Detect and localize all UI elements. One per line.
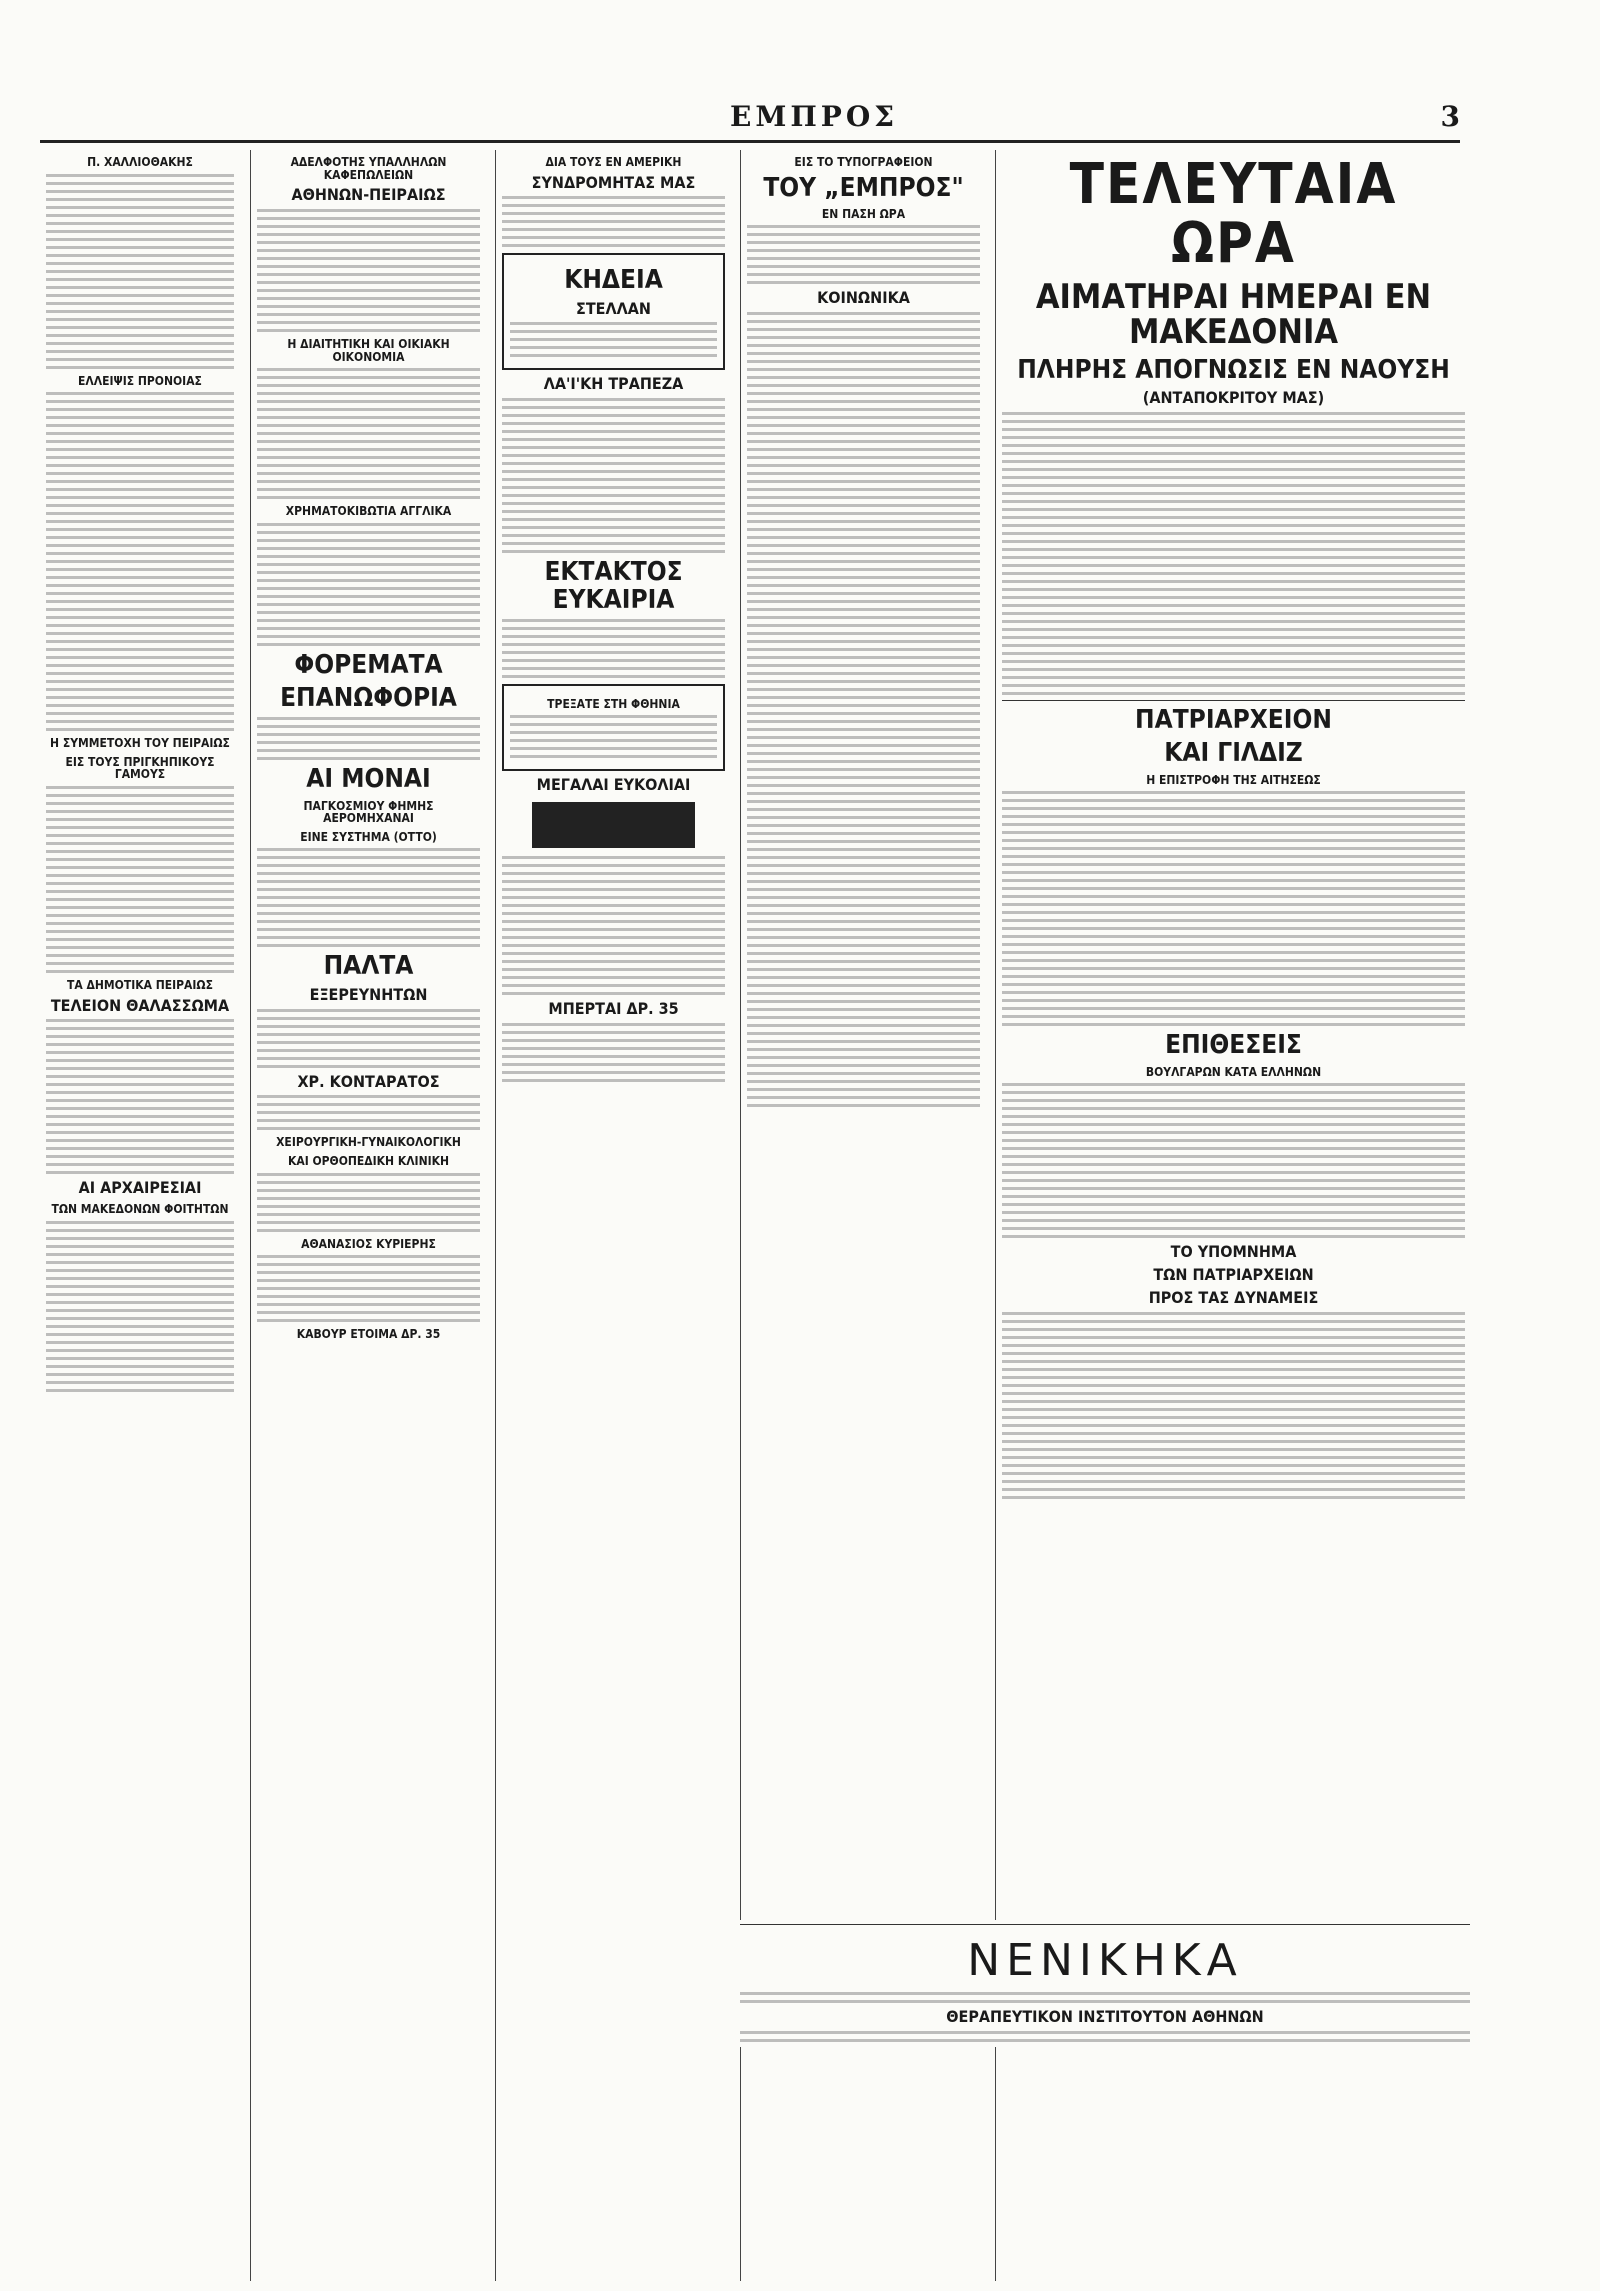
body-text [1002, 412, 1465, 695]
body-text [1002, 1083, 1465, 1238]
divider [1002, 700, 1465, 701]
section-subheading: ΤΩΝ ΠΑΤΡΙΑΡΧΕΙΩΝ [1153, 1264, 1314, 1284]
ad-text [257, 1255, 480, 1322]
masthead [40, 100, 1460, 143]
bottom-ad [740, 1920, 1470, 2047]
body-text [46, 786, 234, 973]
body-text [46, 1019, 234, 1174]
ad-heading: ΤΟΥ „ΕΜΠΡΟΣ" [763, 172, 964, 203]
ad-heading: ΕΠΑΝΩΦΟΡΙΑ [280, 683, 457, 714]
section-heading: ΑΔΕΛΦΟΤΗΣ ΥΠΑΛΛΗΛΩΝ ΚΑΦΕΠΩΛΕΙΩΝ [290, 155, 447, 182]
ad-heading: ΦΟΡΕΜΑΤΑ [294, 649, 443, 680]
ad-text [257, 848, 480, 947]
section-heading: ΕΛΛΕΙΨΙΣ ΠΡΟΝΟΙΑΣ [78, 373, 202, 388]
section-subheading: ΣΥΝΔΡΟΜΗΤΑΣ ΜΑΣ [531, 172, 696, 192]
ad-text [747, 225, 980, 284]
section-heading: Η ΔΙΑΙΤΗΤΙΚΗ ΚΑΙ ΟΙΚΙΑΚΗ ΟΙΚΟΝΟΜΙΑ [287, 336, 450, 364]
section-heading: ΕΠΙΘΕΣΕΙΣ [1165, 1030, 1302, 1061]
ad-heading: ΧΡ. ΚΟΝΤΑΡΑΤΟΣ [297, 1071, 440, 1091]
body-text [257, 523, 480, 646]
section-heading: ΤΑ ΔΗΜΟΤΙΚΑ ΠΕΙΡΑΙΩΣ [67, 977, 213, 992]
section-subheading: ΕΙΣ ΤΟΥΣ ΠΡΙΓΚΗΠΙΚΟΥΣ ΓΑΜΟΥΣ [65, 754, 215, 782]
deceased-name: ΣΤΕΛΛΑΝ [576, 298, 651, 318]
ad-heading: ΤΡΕΞΑΤΕ ΣΤΗ ΦΘΗΝΙΑ [547, 696, 680, 711]
ad-heading: ΚΑΒΟΥΡ ΕΤΟΙΜΑ ΔΡ. 35 [296, 1327, 441, 1342]
section-heading: ΤΟ ΥΠΟΜΝΗΜΑ [1170, 1242, 1297, 1262]
body-text [257, 368, 480, 499]
section-heading: ΔΙΑ ΤΟΥΣ ΕΝ ΑΜΕΡΙΚΗ [545, 155, 682, 169]
section-heading: ΤΕΛΕΙΟΝ ΘΑΛΑΣΣΩΜΑ [50, 995, 230, 1015]
ad-heading: ΧΕΙΡΟΥΡΓΙΚΗ-ΓΥΝΑΙΚΟΛΟΓΙΚΗ [276, 1135, 461, 1150]
body-text [747, 312, 980, 1107]
body-text [46, 1221, 234, 1392]
ad-subheading: ΠΑΓΚΟΣΜΙΟΥ ΦΗΜΗΣ ΑΕΡΟΜΗΧΑΝΑΙ [303, 798, 434, 826]
section-heading: ΧΡΗΜΑΤΟΚΙΒΩΤΙΑ ΑΓΓΛΙΚΑ [285, 504, 452, 519]
section-heading: ΑΙ ΑΡΧΑΙΡΕΣΙΑΙ [78, 1178, 202, 1198]
ad-subheading: ΕΙΝΕ ΣΥΣΤΗΜΑ (OTTO) [300, 829, 437, 844]
section-heading: Η ΣΥΜΜΕΤΟΧΗ ΤΟΥ ΠΕΙΡΑΙΩΣ [50, 736, 230, 751]
section-subheading: ΤΩΝ ΜΑΚΕΔΟΝΩΝ ΦΟΙΤΗΤΩΝ [51, 1202, 229, 1217]
ad-text [257, 1095, 480, 1130]
column-2 [250, 150, 486, 2281]
ad-subheading: ΚΑΙ ΟΡΘΟΠΕΔΙΚΗ ΚΛΙΝΙΚΗ [287, 1153, 450, 1168]
divider [740, 1924, 1470, 1925]
ad-subheading: ΕΝ ΠΑΣΗ ΩΡΑ [821, 206, 906, 221]
ad-heading: ΑΙ ΜΟΝΑΙ [306, 764, 431, 795]
correspondent-credit: (ΑΝΤΑΠΟΚΡΙΤΟΥ ΜΑΣ) [1142, 388, 1325, 408]
ad-heading: ΜΠΕΡΤΑΙ ΔΡ. 35 [548, 999, 679, 1019]
body-text [46, 174, 234, 369]
ad-text [257, 1173, 480, 1232]
ad-text [502, 856, 725, 995]
store-illustration [532, 802, 695, 848]
notice-heading: ΚΗΔΕΙΑ [564, 265, 663, 296]
ad-text [740, 1992, 1470, 2003]
headline-deck: ΠΛΗΡΗΣ ΑΠΟΓΝΩΣΙΣ ΕΝ ΝΑΟΥΣΗ [1017, 354, 1450, 385]
ad-text [502, 1023, 725, 1082]
author-header: Π. ΧΑΛΛΙΟΘΑΚΗΣ [87, 155, 193, 169]
ad-heading: ΕΚΤΑΚΤΟΣ ΕΥΚΑΙΡΙΑ [544, 557, 683, 615]
ad-heading: ΑΘΑΝΑΣΙΟΣ ΚΥΡΙΕΡΗΣ [301, 1236, 436, 1251]
section-subheading: ΠΡΟΣ ΤΑΣ ΔΥΝΑΜΕΙΣ [1148, 1287, 1319, 1307]
body-text [1002, 791, 1465, 1026]
ad-headline: ΝΕΝΙΚΗΚΑ [967, 1935, 1243, 1986]
body-text [257, 209, 480, 332]
ad-subheading: ΕΞΕΡΕΥΝΗΤΩΝ [309, 984, 428, 1004]
ad-heading: ΘΕΡΑΠΕΥΤΙΚΟΝ ΙΝΣΤΙΤΟΥΤΟΝ ΑΘΗΝΩΝ [946, 2007, 1264, 2026]
ad-heading: ΠΑΛΤΑ [323, 951, 414, 982]
newspaper-title: ΕΜΠΡΟΣ [730, 100, 899, 133]
body-text [1002, 1312, 1465, 1499]
section-subheading: ΒΟΥΛΓΑΡΩΝ ΚΑΤΑ ΕΛΛΗΝΩΝ [1145, 1064, 1322, 1079]
section-heading: ΚΑΙ ΓΙΛΔΙΖ [1164, 738, 1303, 769]
ad-box [502, 684, 725, 772]
section-heading: ΠΑΤΡΙΑΡΧΕΙΟΝ [1135, 705, 1332, 736]
ad-heading: ΜΕΓΑΛΑΙ ΕΥΚΟΛΙΑΙ [536, 775, 691, 795]
section-heading: ΛΑ'Ι'ΚΗ ΤΡΑΠΕΖΑ [543, 374, 684, 394]
ad-text [740, 2031, 1470, 2042]
column-1 [40, 150, 240, 2281]
ad-heading: ΕΙΣ ΤΟ ΤΥΠΟΓΡΑΦΕΙΟΝ [794, 155, 933, 169]
section-heading: ΚΟΙΝΩΝΙΚΑ [817, 288, 910, 308]
main-headline: ΤΕΛΕΥΤΑΙΑ ΩΡΑ [1069, 152, 1398, 276]
section-subheading: Η ΕΠΙΣΤΡΟΦΗ ΤΗΣ ΑΙΤΗΣΕΩΣ [1146, 772, 1321, 787]
ad-text [502, 619, 725, 678]
notice-text [510, 322, 717, 357]
headline-deck: ΑΙΜΑΤΗΡΑΙ ΗΜΕΡΑΙ ΕΝ ΜΑΚΕΔΟΝΙΑ [1035, 276, 1432, 353]
section-subheading: ΑΘΗΝΩΝ-ΠΕΙΡΑΙΩΣ [291, 185, 446, 205]
body-text [46, 392, 234, 731]
funeral-notice [502, 253, 725, 370]
ad-text [257, 1009, 480, 1068]
ad-text [257, 717, 480, 760]
ad-text [510, 715, 717, 758]
body-text [502, 196, 725, 247]
body-text [502, 398, 725, 553]
column-3 [495, 150, 731, 2281]
page-number: 3 [1440, 100, 1460, 133]
